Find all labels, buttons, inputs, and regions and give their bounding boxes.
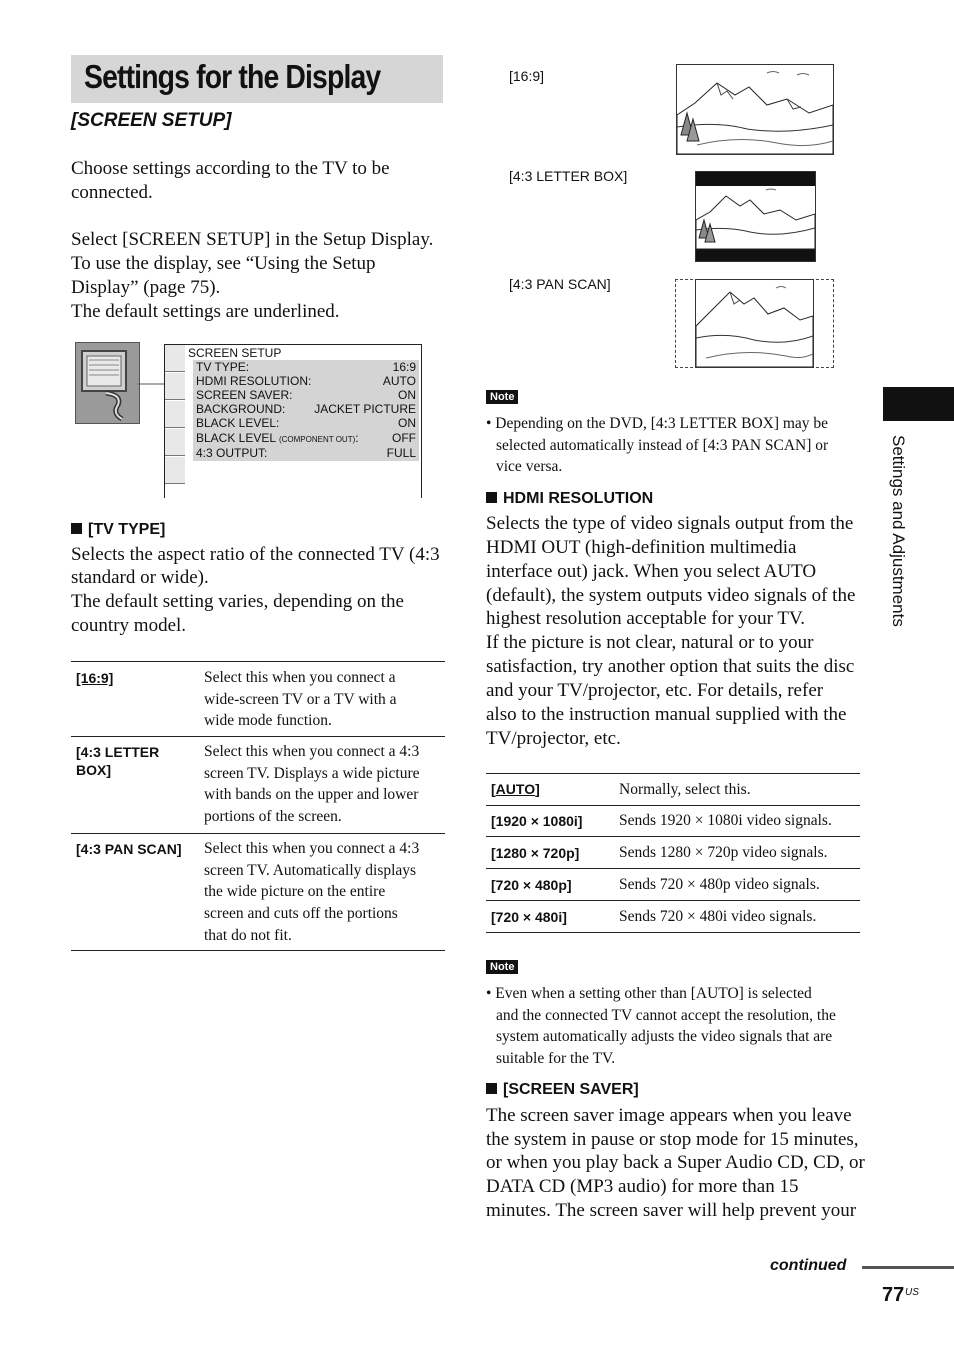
menu-tab	[165, 401, 185, 428]
tv-type-desc: Selects the aspect ratio of the connected TV (4:3	[71, 544, 440, 565]
section-tab-label: Settings and Adjustments	[889, 435, 908, 627]
continued-rule	[862, 1266, 954, 1269]
landscape-panscan-image	[695, 279, 814, 368]
note-text: • Even when a setting other than [AUTO] is selected and the connected TV cannot accept the resolution, the system automatically adjusts the video signals that are suitable for the TV.	[486, 985, 836, 1068]
setup-menu-screen	[164, 344, 422, 498]
note-badge: Note	[486, 390, 518, 404]
page-number: 77	[882, 1284, 905, 1306]
hdmi-heading: HDMI RESOLUTION	[486, 490, 653, 508]
section-tab	[883, 387, 954, 421]
screen-saver-heading: [SCREEN SAVER]	[486, 1081, 639, 1099]
table-term: [1280 × 720p]	[491, 845, 580, 861]
setup-tv-icon	[75, 342, 140, 424]
page-suffix: US	[905, 1287, 919, 1298]
table-desc: Select this when you connect a 4:3 screen TV. Displays a wide picture with bands on the upper and lower portions of the screen.	[204, 743, 420, 826]
table-desc: Sends 720 × 480p video signals.	[619, 876, 820, 893]
image-label-panscan: [4:3 PAN SCAN]	[509, 276, 611, 292]
table-desc: Sends 1280 × 720p video signals.	[619, 844, 828, 861]
intro-line: Choose settings according to the TV to be	[71, 158, 390, 179]
image-label-letterbox: [4:3 LETTER BOX]	[509, 168, 628, 184]
intro-line: The default settings are underlined.	[71, 301, 340, 322]
table-term: [720 × 480i]	[491, 909, 567, 925]
landscape-letterbox-image	[695, 171, 816, 262]
menu-tab	[165, 373, 185, 400]
page-title: Settings for the Display	[84, 58, 381, 95]
menu-tab	[165, 345, 185, 372]
page-subtitle: [SCREEN SETUP]	[71, 110, 232, 131]
intro-line: connected.	[71, 182, 153, 203]
landscape-169-image	[676, 64, 834, 155]
table-term: [4:3 PAN SCAN]	[76, 841, 182, 857]
intro-line: Select [SCREEN SETUP] in the Setup Display.	[71, 229, 434, 250]
tv-type-desc: country model.	[71, 615, 187, 636]
continued-label: continued	[770, 1257, 847, 1274]
intro-line: To use the display, see “Using the Setup	[71, 253, 376, 274]
table-desc: Select this when you connect a wide-screen TV or a TV with a wide mode function.	[204, 669, 397, 730]
table-desc: Sends 720 × 480i video signals.	[619, 908, 817, 925]
tv-type-desc: standard or wide).	[71, 567, 209, 588]
table-term: [1920 × 1080i]	[491, 813, 583, 829]
table-desc: Select this when you connect a 4:3 screen TV. Automatically displays the wide picture on the entire screen and cuts off the portions that do not fit.	[204, 840, 420, 944]
note-badge: Note	[486, 960, 518, 974]
table-desc: Normally, select this.	[619, 781, 751, 798]
menu-body: TV TYPE: 16:9 HDMI RESOLUTION: AUTO SCREEN SAVER: ON BACKGROUND: JACKET PICTURE BLACK LEVEL: ON BLACK LEVEL (COMPONENT OUT): OFF 4:3 OUTPUT: FULL	[193, 360, 419, 461]
tv-type-heading: [TV TYPE]	[71, 521, 165, 539]
table-term: [720 × 480p]	[491, 877, 572, 893]
table-term: [AUTO]	[491, 781, 540, 797]
note-text: • Depending on the DVD, [4:3 LETTER BOX] may be selected automatically instead of [4:3 PAN SCAN] or vice versa.	[486, 415, 829, 476]
table-term: [4:3 LETTER BOX]	[76, 744, 160, 778]
menu-header: SCREEN SETUP	[188, 346, 282, 360]
tv-type-desc: The default setting varies, depending on the	[71, 591, 404, 612]
intro-line: Display” (page 75).	[71, 277, 221, 298]
image-label-169: [16:9]	[509, 68, 545, 84]
menu-tab	[165, 429, 185, 456]
table-term: [16:9]	[76, 670, 114, 686]
table-desc: Sends 1920 × 1080i video signals.	[619, 812, 832, 829]
menu-tab	[165, 457, 185, 484]
